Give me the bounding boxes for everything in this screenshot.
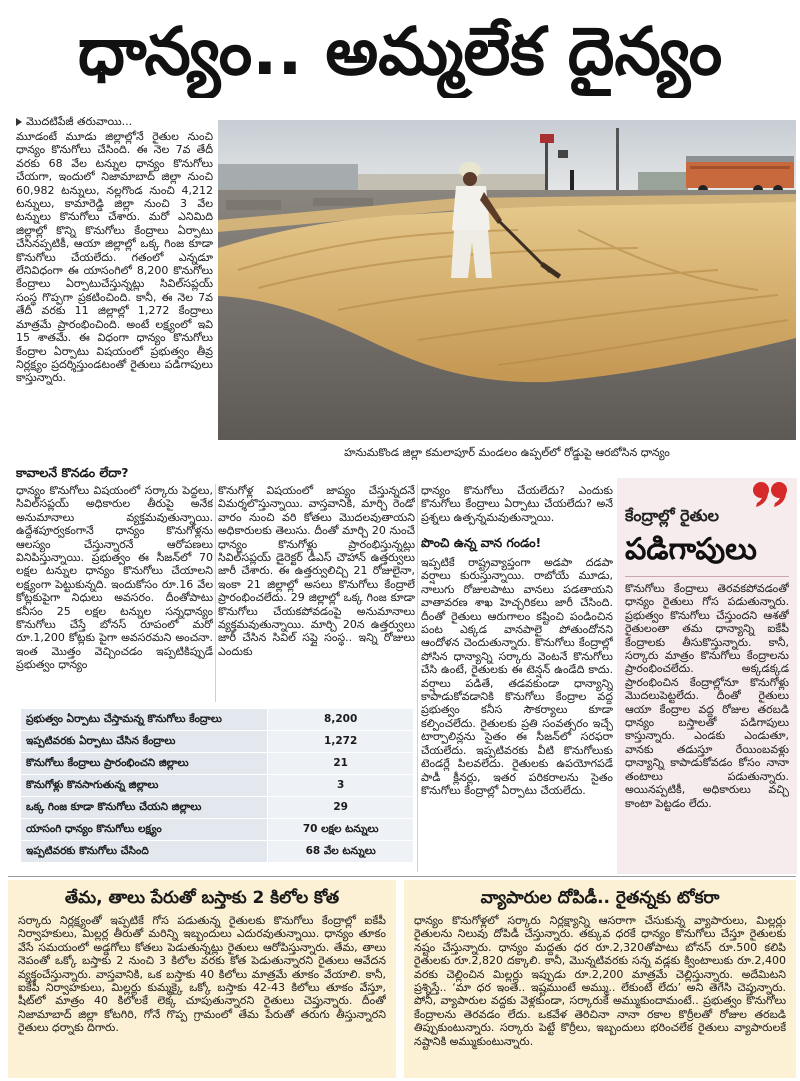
table-label: ఒక్క గింజ కూడా కొనుగోలు చేయని జిల్లాలు xyxy=(21,797,268,819)
column1-text: ధాన్యం కొనుగోలు విషయంలో సర్కారు పెద్దలు, సివిల్‌సప్లయ్ అధికారుల తీరుపై అనేక అనుమానాలు వ్యక్తమవుతున్నాయి. ఉద్దేశపూర్వకంగానే ధాన్యం కొనుగోళ్లను ఆలస్యం చేస్తున్నారనే ఆరోపణలు వినిపిస్తున్నాయి. ప్రభుత్వం ఈ సీజన్‌లో 70 లక్షల టన్నుల ధాన్యం కొనుగోలు చేయాలని లక్ష్యంగా పెట్టుకున్నది. ఇందుకోసం రూ.16 వేల కోట్లకుపైగా నిధులు అవసరం. దీంతోపాటు కనీసం 25 లక్షల టన్నుల సన్నధాన్యం కొనుగోలు చేస్తే బోనస్ రూపంలో మరో రూ.1,200 కోట్లకు పైగా అవసరమని అంచనా. ఇంత మొత్తం వెచ్చించడం ఇప్పటికిప్పుడే ప్రభుత్వం ధాన్యం xyxy=(16,484,213,672)
column-divider xyxy=(417,484,418,872)
grain-drying-photo xyxy=(218,120,796,440)
table-value: 3 xyxy=(268,775,414,797)
box-text: సర్కారు నిర్లక్ష్యంతో ఇప్పటికే గోస పడుతున్న రైతులకు కొనుగోలు కేంద్రాల్లో ఐకేపీ నిర్వాహకులు, మిల్లర్ల తీరుతో మరిన్ని ఇబ్బందులు ఎదురవుతున్నాయి. ధాన్యం తూకం వేసే సమయంలో అడ్డగోలు కోతలు పెడుతున్నట్లు రైతులు ఆరోపిస్తున్నారు. తేమ, తాలు నెపంతో ఒక్కో బస్తాకు 2 నుంచి 3 కిలోల వరకు కోత పెడుతున్నారని రైతులు ఆవేదన వ్యక్తంచేస్తున్నారు. వాస్తవానికి, ఒక బస్తాకు 40 కిలోలు మాత్రమే తూకం వేయాలి. కానీ, ఐకేపీ నిర్వాహకులు, మిల్లర్లు కుమ్మక్కై ఒక్కో బస్తాకు 42-43 కిలోలు తూకం వేస్తూ, షీట్‌లో మాత్రం 40 కిలోలకే లెక్క చూపుతున్నారని రైతులు చెప్తున్నారు. దీంతో నిజామాబాద్ జిల్లా కోటగిరి, గోనే గొప్ప గ్రామంలో తేమ పేరుతో తరుగు తీస్తున్నారని రైతులు ధర్నాకు దిగారు. xyxy=(18,914,386,1035)
table-value: 8,200 xyxy=(268,709,414,731)
arrow-right-icon xyxy=(16,118,22,126)
section-heading-deliberate: కావాలనే కొనడం లేదా? xyxy=(16,465,129,480)
table-row xyxy=(21,819,414,841)
table-label: ప్రభుత్వం ఏర్పాటు చేస్తామన్న కొనుగోలు కేంద్రాలు xyxy=(21,709,268,731)
sidebar-heading-large: పడిగాపులు xyxy=(625,532,757,567)
table-label: యాసంగి ధాన్యం కొనుగోలు లక్ష్యం xyxy=(21,819,268,841)
table-row xyxy=(21,775,414,797)
table-value: 21 xyxy=(268,753,414,775)
column-divider xyxy=(215,484,216,702)
sidebar-heading-small: కేంద్రాల్లో రైతుల xyxy=(625,506,719,525)
box-title: వ్యాపారుల దోపిడీ.. రైతన్నకు టోకరా xyxy=(480,888,720,908)
table-value: 1,272 xyxy=(268,731,414,753)
photo-caption: హనుమకొండ జిల్లా కమలాపూర్ మండలం ఉప్పల్‌లో రోడ్డుపై ఆరబోసిన ధాన్యం xyxy=(344,446,670,459)
table-value: 68 వేల టన్నులు xyxy=(268,841,414,863)
continued-from-text: మొదటిపేజీ తరువాయి... xyxy=(26,115,133,128)
table-label: కొనుగోళ్లు కొనసాగుతున్న జిల్లాలు xyxy=(21,775,268,797)
table-row xyxy=(21,731,414,753)
table-row xyxy=(21,841,414,863)
section-heading-rain: పొంచి ఉన్న వాన గండం! xyxy=(421,535,542,550)
table-label: ఇప్పటివరకు ఏర్పాటు చేసిన కేంద్రాలు xyxy=(21,731,268,753)
table-value: 29 xyxy=(268,797,414,819)
sidebar-text: కొనుగోలు కేంద్రాలు తెరవకపోవడంతో ధాన్యం రైతులు గోస పడుతున్నారు. ప్రభుత్వం కొనుగోలు చేస్తుందని ఆశతో రైతులంతా తమ ధాన్యాన్ని ఐకేపీ కేంద్రాలకు తీసుకొస్తున్నారు. కానీ, సర్కారు మాత్రం కొనుగోలు కేంద్రాలను ప్రారంభించలేదు. అక్కడక్కడ ప్రారంభించిన కేంద్రాల్లోనూ కొనుగోళ్లు మొదలుపెట్టలేదు. దీంతో రైతులు ఆయా కేంద్రాల వద్ద రోజుల తరబడి ధాన్యం బస్తాలతో పడిగాపులు కాస్తున్నారు. ఎండకు ఎండుతూ, వానకు తడుస్తూ రేయింబవళ్లు ధాన్యాన్ని కాపాడుకోవడం కోసం నానా తంటాలు పడుతున్నారు. అయినప్పటికీ, అధికారులు వచ్చి కాంటా పెట్టడం లేదు. xyxy=(625,582,789,810)
column2-text: కొనుగోళ్ల విషయంలో జాప్యం చేస్తున్నదనే విమర్శలొస్తున్నాయి. వాస్తవానికి, మార్చి రెండో వారం నుంచి వరి కోతలు మొదలవుతాయని అధికారులకు తెలుసు. దీంతో మార్చి 20 నుంచే ధాన్యం కొనుగోళ్లు ప్రారంభిస్తున్నట్లు సివిల్‌సప్లయ్ డైరెక్టర్ డీఎస్ చౌహాన్ ఉత్తర్వులు జారీ చేశారు. ఈ ఉత్తర్వులిచ్చి 21 రోజులైనా, ఇంకా 21 జిల్లాల్లో అసలు కొనుగోలు కేంద్రాలే ప్రారంభించలేదు. 29 జిల్లాల్లో ఒక్క గింజ కూడా కొనుగోలు చేయకపోవడంపై అనుమానాలు వ్యక్తమవుతున్నాయి. మార్చి 20న ఉత్తర్వులు జారీ చేసిన సివిల్ సప్లై సంస్థ.. ఇన్ని రోజులు ఎందుకు xyxy=(218,484,415,658)
table-value: 70 లక్షల టన్నులు xyxy=(268,819,414,841)
table-row xyxy=(21,753,414,775)
moisture-cut-box xyxy=(8,880,396,1078)
sidebar-box xyxy=(617,478,797,874)
table-label: కొనుగోలు కేంద్రాలు ప్రారంభించని జిల్లాలు xyxy=(21,753,268,775)
headline: ధాన్యం.. అమ్మలేక దైన్యం xyxy=(77,13,723,90)
intro-paragraph: మూడంటే మూడు జిల్లాల్లోనే రైతుల నుంచి ధాన్యం కొనుగోలు చేసింది. ఈ నెల 7వ తేదీ వరకు 68 వేల టన్నుల ధాన్యం కొనుగోలు చేయగా, ఇందులో నిజామాబాద్ జిల్లా నుంచి 60,982 టన్నులు, నల్లగొండ నుంచి 4,212 టన్నులు, కామారెడ్డి జిల్లా నుంచి 3 వేల టన్నులు కొనుగోలు చేశారు. మరో ఎనిమిది జిల్లాల్లో కొన్ని కొనుగోలు కేంద్రాలు ఏర్పాటు చేసినప్పటికీ, ఆయా జిల్లాల్లో ఒక్క గింజ కూడా కొనుగోలు చేయలేదు. గతంలో ఎన్నడూ లేనివిధంగా ఈ యాసంగిలో 8,200 కొనుగోలు కేంద్రాలు ఏర్పాటుచేస్తున్నట్లు సివిల్‌సప్లయ్ సంస్థ గొప్పగా ప్రకటించింది. కానీ, ఈ నెల 7వ తేదీ వరకు 11 జిల్లాల్లో 1,272 కేంద్రాలు మాత్రమే ప్రారంభించింది. అంటే లక్ష్యంలో ఇవి 15 శాతమే. ఈ విధంగా ధాన్యం కొనుగోలు కేంద్రాల ఏర్పాటు విషయంలో ప్రభుత్వం తీవ్ర నిర్లక్ష్యం ప్రదర్శిస్తుండటంతో రైతులు పడిగాపులు కాస్తున్నారు. xyxy=(16,130,213,385)
column3-text: ధాన్యం కొనుగోలు చేయలేదు? ఎందుకు కొనుగోలు కేంద్రాలు ఏర్పాటు చేయలేదు? అనే ప్రశ్నలు ఉత్పన్నమవుతున్నాయి. xyxy=(421,484,613,524)
box-title: తేమ, తాలు పేరుతో బస్తాకు 2 కిలోల కోత xyxy=(64,888,340,908)
table-row xyxy=(21,709,414,731)
table-label: ఇప్పటివరకు కొనుగోలు చేసింది xyxy=(21,841,268,863)
section-divider xyxy=(8,876,796,877)
continued-from-line xyxy=(16,114,213,129)
table-row xyxy=(21,797,414,819)
news-photo xyxy=(218,120,796,440)
sidebar-divider xyxy=(625,576,789,577)
stats-table xyxy=(20,708,414,862)
box-text: ధాన్యం కొనుగోళ్లలో సర్కారు నిర్లక్ష్యాన్ని ఆసరాగా చేసుకున్న వ్యాపారులు, మిల్లర్లు రైతులను నిలువు దోపిడీ చేస్తున్నారు. తక్కువ ధరకే ధాన్యం కొనుగోలు చేస్తూ రైతులకు నష్టం చేస్తున్నారు. ధాన్యం మద్దతు ధర రూ.2,320తోపాటు బోనస్ రూ.500 కలిపి రైతులకు రూ.2,820 దక్కాలి. కానీ, మొన్నటివరకు సన్న వడ్లకు క్వింటాలుకు రూ.2,400 వరకు చెల్లించిన మిల్లర్లు ఇప్పుడు రూ.2,200 మాత్రమే చెల్లిస్తున్నారు. అదేమిటని ప్రశ్నిస్తే.. ‘మా ధర ఇంతే.. ఇష్టముంటే అమ్ము.. లేకుంటే లేదు’ అని తెగేసి చెప్తున్నారు. పోనీ, వ్యాపారుల వద్దకు వెళ్లకుండా, సర్కారుకే అమ్ముకుందామంటే.. ప్రభుత్వం కొనుగోలు కేంద్రాలను తెరవడం లేదు. ఒకవేళ తెరిచినా నానా రకాల కొర్రీలతో రోజుల తరబడి తిప్పుకుంటున్నారు. సర్కారు పెట్టే కొర్రీలు, ఇబ్బందులు భరించలేక రైతులు వ్యాపారులకే నష్టానికి అమ్ముకుంటున్నారు. xyxy=(414,914,786,1048)
traders-exploitation-box xyxy=(404,880,796,1078)
rain-section-text: ఇప్పటికే రాష్ట్రవ్యాప్తంగా అడపా దడపా వర్షాలు కురుస్తున్నాయి. రాబోయే మూడు, నాలుగు రోజులపాటు వానలు పడతాయని వాతావరణ శాఖ హెచ్చరికలు జారీ చేసింది. దీంతో రైతులు ఆరుగాలం కష్టించి పండించిన పంట ఎక్కడ వానపాలై పోతుందోనని ఆందోళన చెందుతున్నారు. కొనుగోలు కేంద్రాల్లో పోసిన ధాన్యాన్ని సర్కారు వెంటనే కొనుగోలు చేసి ఉంటే, రైతులకు ఈ టెన్షన్ ఉండేది కాదు. వర్షాలు పడితే, తడవకుండా ధాన్యాన్ని కాపాడుకోవడానికి కొనుగోలు కేంద్రాల వద్ద ప్రభుత్వం కనీస సౌకర్యాలు కూడా కల్పించలేదు. రైతులకు ప్రతి సంవత్సరం ఇచ్చే టార్పాలిన్లను సైతం ఈ సీజన్‌లో సరఫరా చేయలేదు. ఇప్పటివరకు వీటి కొనుగోలుకు టెండర్లే పిలవలేదు. రైతులకు ఉపయోగపడే పాడీ క్లీనర్లు, ఇతర పరికరాలను సైతం కొనుగోలు కేంద్రాల్లో ఏర్పాటు చేయలేదు. xyxy=(421,556,613,797)
